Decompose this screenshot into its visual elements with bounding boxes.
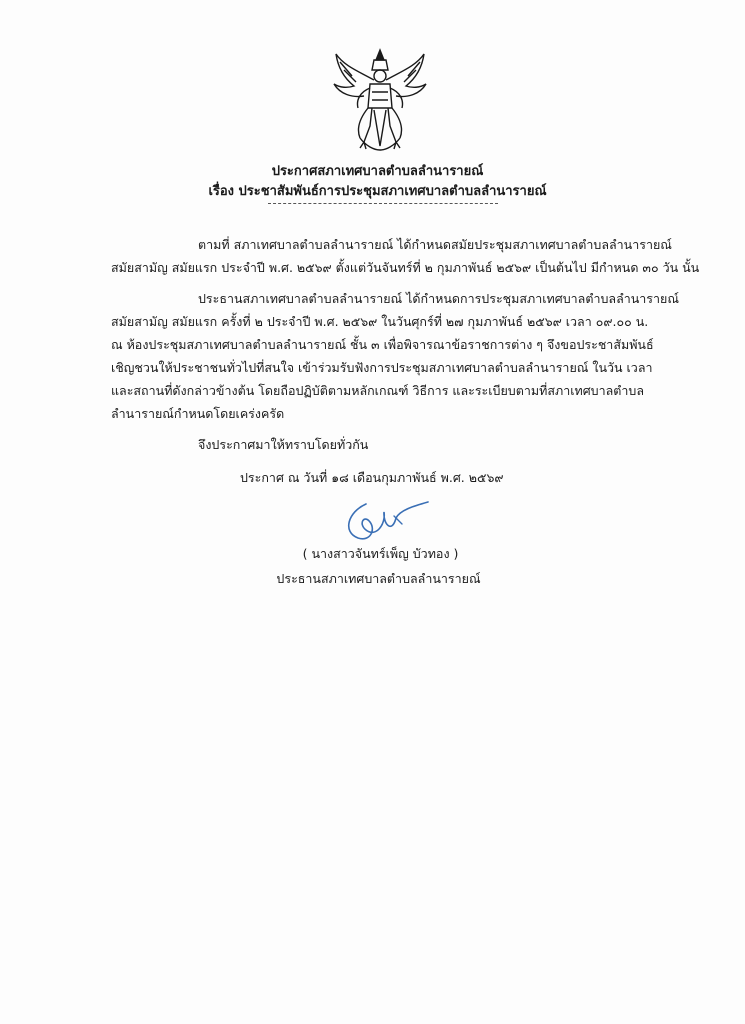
closing-statement: จึงประกาศมาให้ทราบโดยทั่วกัน [198, 437, 369, 452]
signatory-name: ( นางสาวจันทร์เพ็ญ บัวทอง ) [302, 546, 459, 561]
para1-line-2: สมัยสามัญ สมัยแรก ประจำปี พ.ศ. ๒๕๖๙ ตั้งแต่วันจันทร์ที่ ๒ กุมภาพันธ์ ๒๕๖๙ เป็นต้นไป มีกำหนด ๓๐ วัน นั้น [111, 260, 700, 275]
handwritten-signature [336, 494, 436, 548]
para2-line-2: สมัยสามัญ สมัยแรก ครั้งที่ ๒ ประจำปี พ.ศ. ๒๕๖๙ ในวันศุกร์ที่ ๒๗ กุมภาพันธ์ ๒๕๖๙ เวลา ๐๙.๐๐ น. [111, 314, 649, 329]
garuda-emblem-icon [330, 46, 430, 154]
announcement-subject: เรื่อง ประชาสัมพันธ์การประชุมสภาเทศบาลตำบลลำนารายณ์ [208, 184, 547, 199]
title-divider [268, 203, 498, 204]
para1-line-1: ตามที่ สภาเทศบาลตำบลลำนารายณ์ ได้กำหนดสมัยประชุมสภาเทศบาลตำบลลำนารายณ์ [198, 237, 672, 252]
signatory-position: ประธานสภาเทศบาลตำบลลำนารายณ์ [276, 571, 481, 586]
para2-line-1: ประธานสภาเทศบาลตำบลลำนารายณ์ ได้กำหนดการประชุมสภาเทศบาลตำบลลำนารายณ์ [198, 291, 679, 306]
para2-line-5: และสถานที่ดังกล่าวข้างต้น โดยถือปฏิบัติตามหลักเกณฑ์ วิธีการ และระเบียบตามที่สภาเทศบาลตำบล [111, 383, 645, 398]
para2-line-4: เชิญชวนให้ประชาชนทั่วไปที่สนใจ เข้าร่วมรับฟังการประชุมสภาเทศบาลตำบลลำนารายณ์ ในวัน เวลา [111, 360, 653, 375]
para2-line-3: ณ ห้องประชุมสภาเทศบาลตำบลลำนารายณ์ ชั้น ๓ เพื่อพิจารณาข้อราชการต่าง ๆ จึงขอประชาสัมพันธ์ [111, 337, 654, 352]
announcement-date: ประกาศ ณ วันที่ ๑๘ เดือนกุมภาพันธ์ พ.ศ. ๒๕๖๙ [240, 470, 504, 485]
announcement-title: ประกาศสภาเทศบาลตำบลลำนารายณ์ [271, 164, 484, 179]
para2-line-6: ลำนารายณ์กำหนดโดยเคร่งครัด [111, 406, 285, 421]
